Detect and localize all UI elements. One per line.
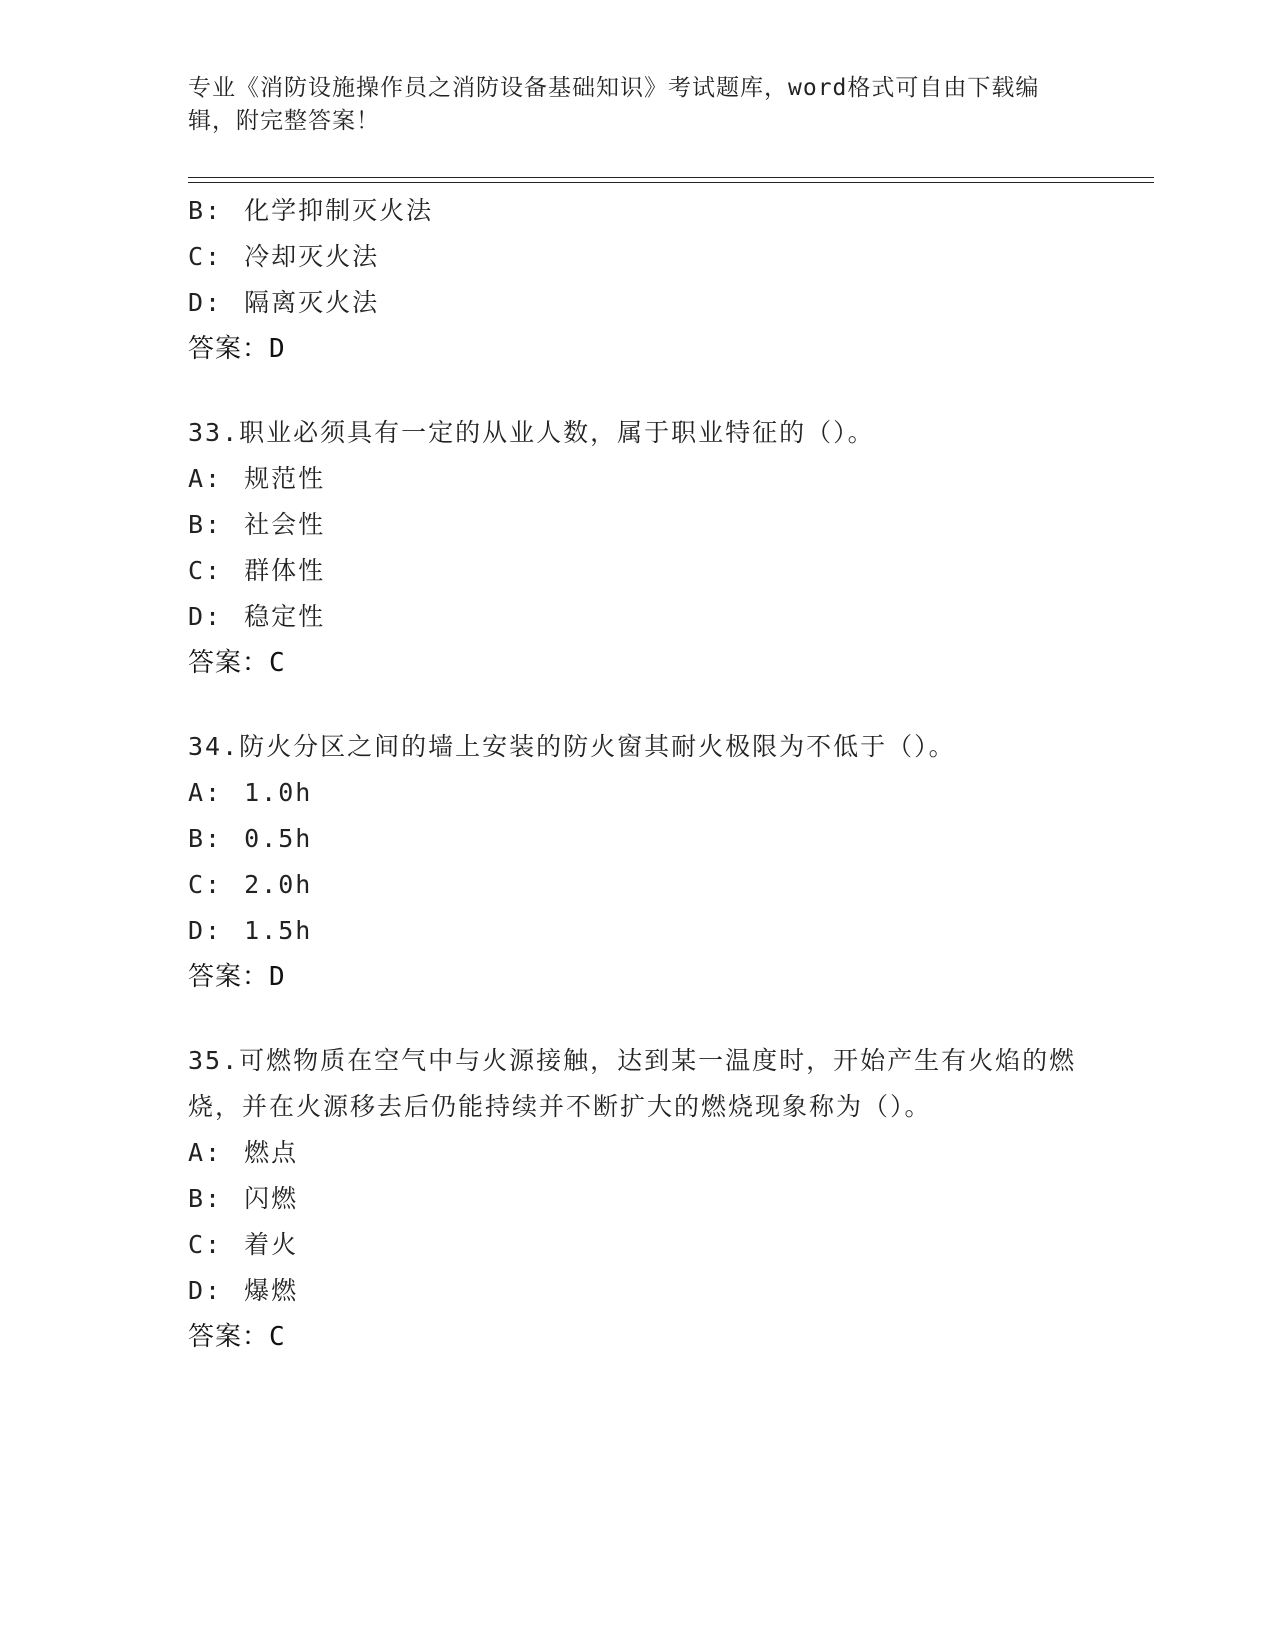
question-stem: 35.可燃物质在空气中与火源接触，达到某一温度时，开始产生有火焰的燃烧，并在火源移去后仍能持续并不断扩大的燃烧现象称为（）。 xyxy=(188,1046,1077,1121)
question-list xyxy=(188,188,1148,1360)
option-text: 闪燃 xyxy=(244,1184,299,1213)
option-key: D: xyxy=(188,288,223,317)
question-35 xyxy=(188,1038,1148,1360)
header-title-line-1: 专业《消防设施操作员之消防设备基础知识》考试题库，word格式可自由下载编 xyxy=(188,75,1040,101)
option-d xyxy=(188,908,1148,954)
answer-label: 答案： xyxy=(188,334,270,364)
question-fragment xyxy=(188,188,1148,372)
option-key: B: xyxy=(188,824,223,853)
option-text: 爆燃 xyxy=(244,1276,299,1305)
page-header xyxy=(188,72,1078,138)
option-key: B: xyxy=(188,510,223,539)
option-b xyxy=(188,816,1148,862)
option-key: A: xyxy=(188,1138,223,1167)
option-d xyxy=(188,1268,1148,1314)
answer-value: C xyxy=(269,648,285,678)
option-key: D: xyxy=(188,602,223,631)
answer-value: D xyxy=(269,962,285,992)
answer-value: C xyxy=(269,1322,285,1352)
option-key: C: xyxy=(188,1230,223,1259)
option-key: C: xyxy=(188,242,223,271)
option-key: B: xyxy=(188,1184,223,1213)
option-text: 稳定性 xyxy=(244,602,326,631)
option-text: 0.5h xyxy=(244,824,313,853)
option-key: C: xyxy=(188,870,223,899)
answer-line xyxy=(188,954,1148,1000)
question-34 xyxy=(188,724,1148,1000)
option-key: A: xyxy=(188,778,223,807)
answer-line xyxy=(188,1314,1148,1360)
option-key: A: xyxy=(188,464,223,493)
option-a xyxy=(188,456,1148,502)
option-text: 着火 xyxy=(244,1230,299,1259)
option-text: 冷却灭火法 xyxy=(244,242,380,271)
option-key: D: xyxy=(188,1276,223,1305)
option-text: 隔离灭火法 xyxy=(244,288,380,317)
option-text: 1.0h xyxy=(244,778,313,807)
option-text: 群体性 xyxy=(244,556,326,585)
answer-value: D xyxy=(269,334,285,364)
answer-label: 答案： xyxy=(188,648,270,678)
option-c xyxy=(188,1222,1148,1268)
option-c xyxy=(188,548,1148,594)
option-b xyxy=(188,502,1148,548)
answer-line xyxy=(188,326,1148,372)
header-title-line-2: 辑，附完整答案！ xyxy=(188,108,380,134)
option-b xyxy=(188,1176,1148,1222)
option-key: D: xyxy=(188,916,223,945)
option-d xyxy=(188,280,1148,326)
option-d xyxy=(188,594,1148,640)
answer-label: 答案： xyxy=(188,1322,270,1352)
question-stem: 33.职业必须具有一定的从业人数，属于职业特征的（）。 xyxy=(188,418,875,447)
option-text: 1.5h xyxy=(244,916,313,945)
option-text: 燃点 xyxy=(244,1138,299,1167)
question-33 xyxy=(188,410,1148,686)
answer-line xyxy=(188,640,1148,686)
option-text: 2.0h xyxy=(244,870,313,899)
header-divider-bottom xyxy=(188,182,1154,183)
option-c xyxy=(188,862,1148,908)
option-text: 化学抑制灭火法 xyxy=(244,196,434,225)
option-key: C: xyxy=(188,556,223,585)
option-text: 规范性 xyxy=(244,464,326,493)
option-a xyxy=(188,770,1148,816)
option-text: 社会性 xyxy=(244,510,326,539)
question-stem: 34.防火分区之间的墙上安装的防火窗其耐火极限为不低于（）。 xyxy=(188,732,956,761)
option-a xyxy=(188,1130,1148,1176)
option-c xyxy=(188,234,1148,280)
option-b xyxy=(188,188,1148,234)
answer-label: 答案： xyxy=(188,962,270,992)
header-divider-top xyxy=(188,177,1154,178)
option-key: B: xyxy=(188,196,223,225)
